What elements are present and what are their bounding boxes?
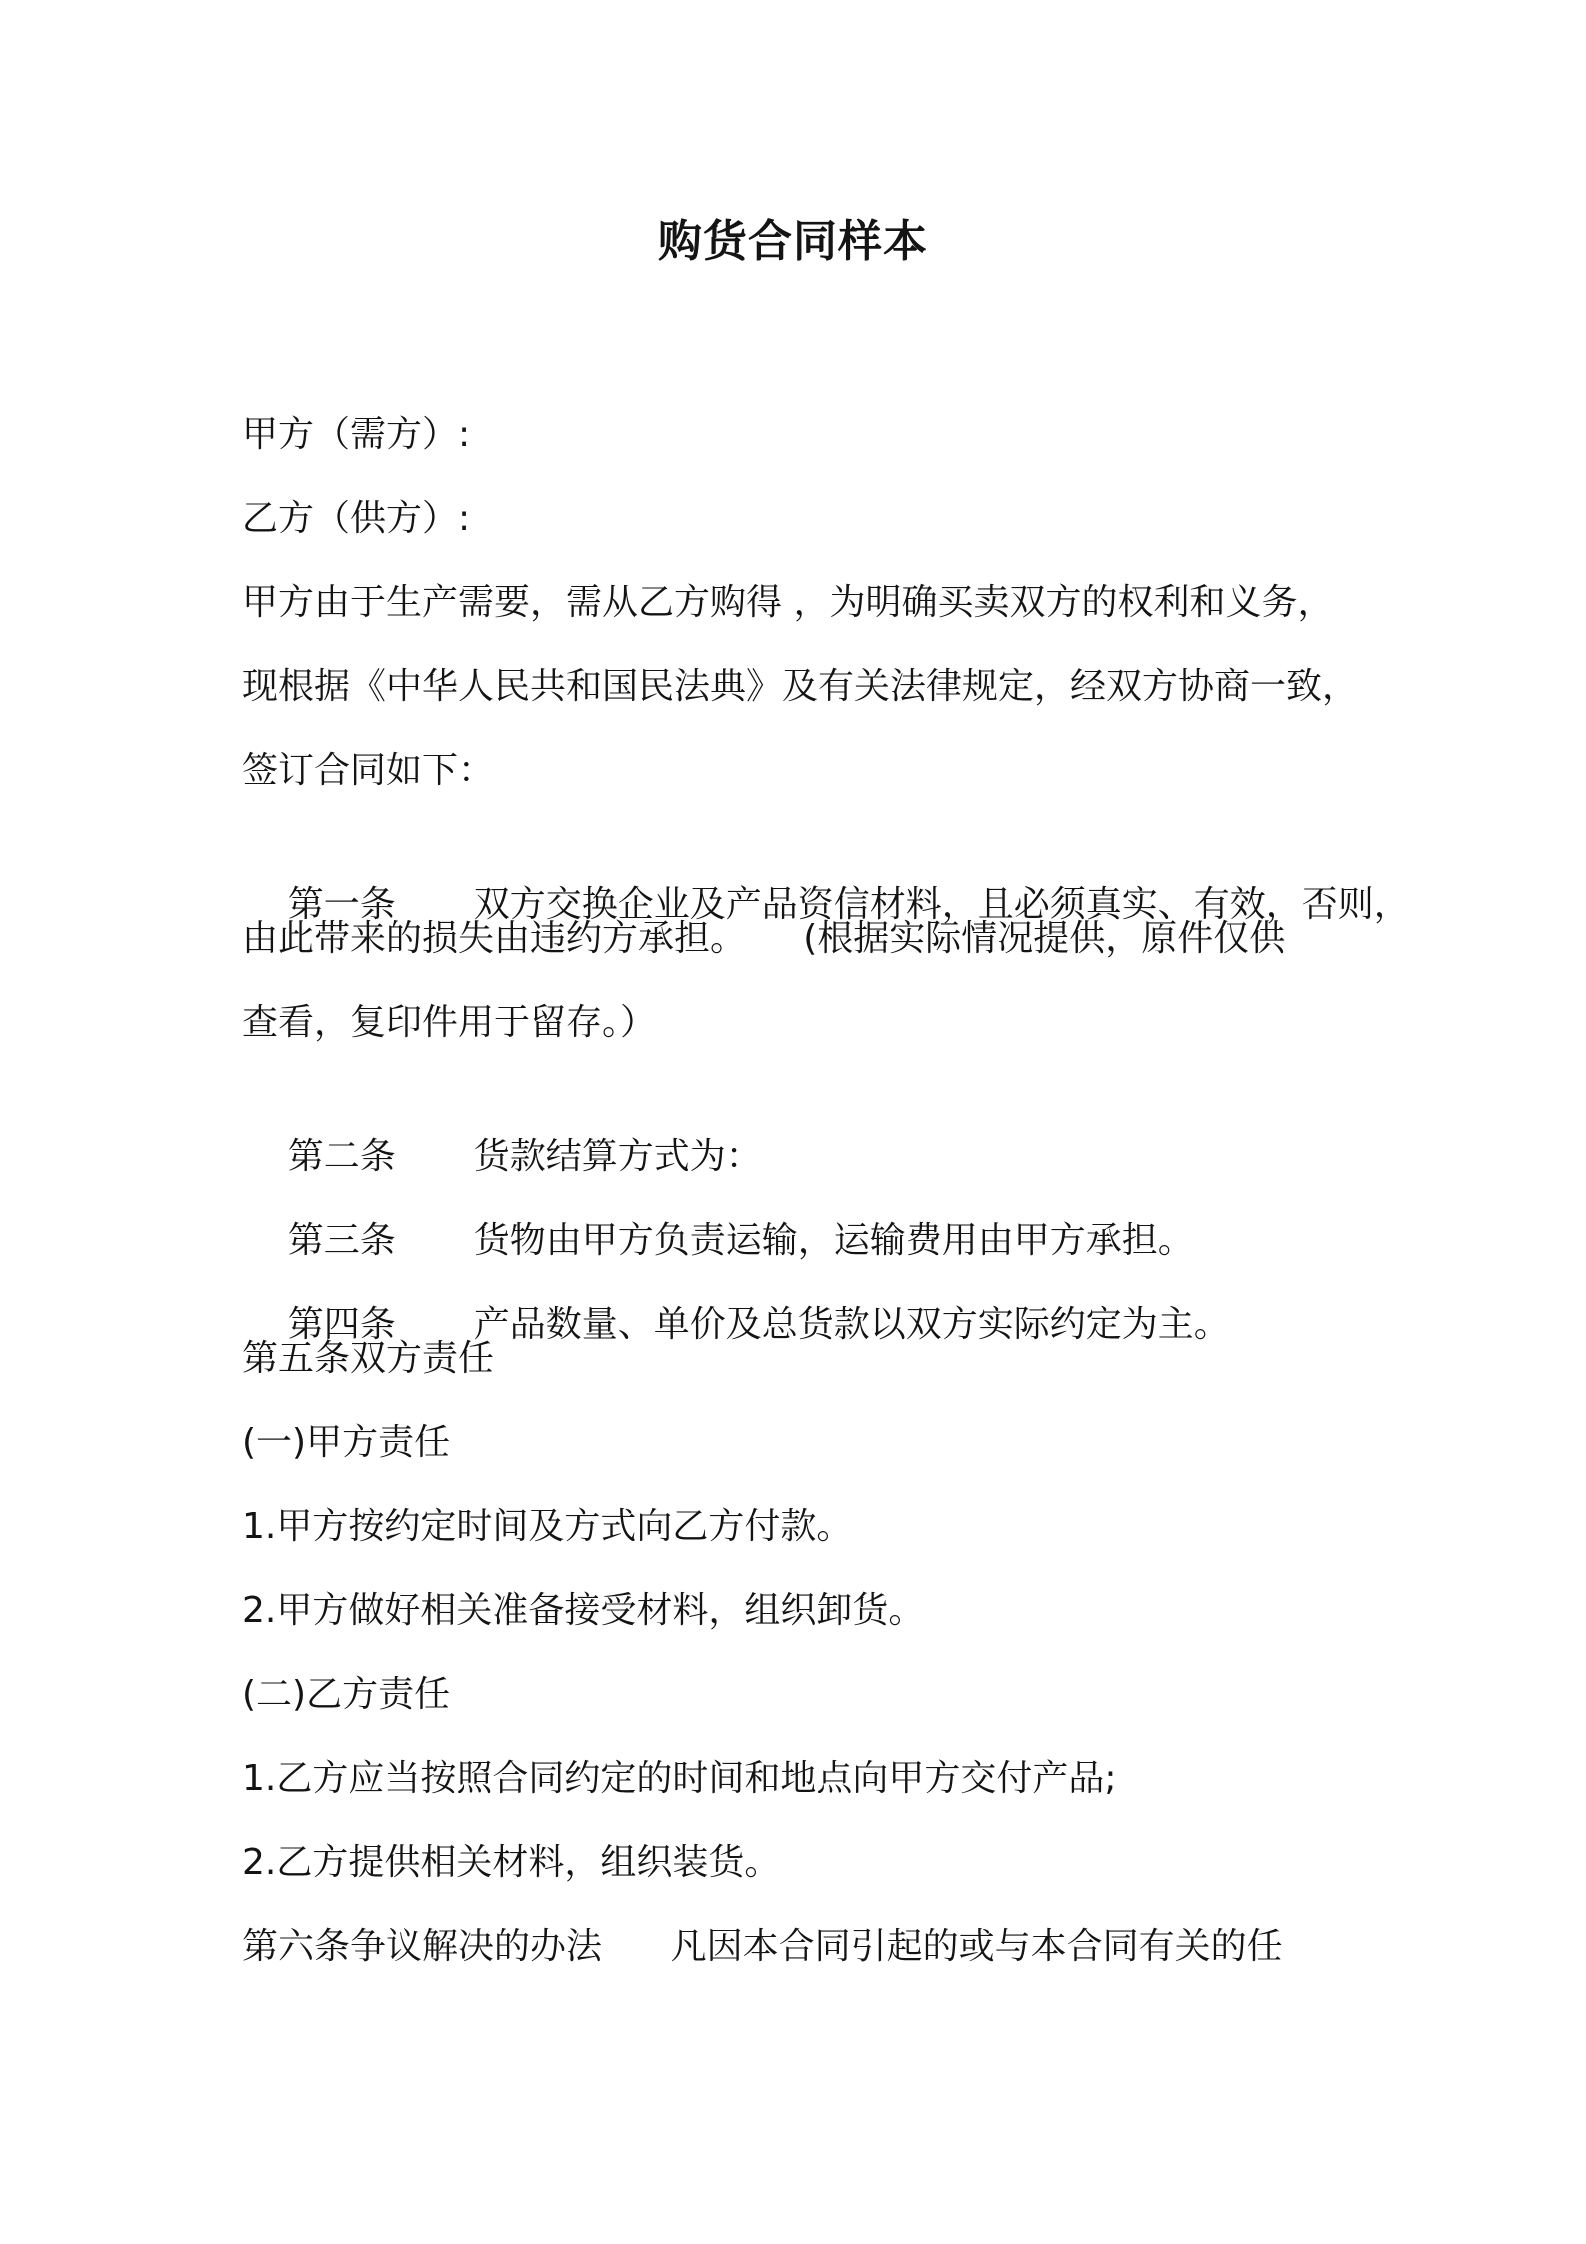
intro-line-2: 现根据《中华人民共和国民法典》及有关法律规定，经双方协商一致， — [242, 666, 1359, 707]
article-2-text: 货款结算方式为： — [473, 1136, 762, 1177]
party-b-line: 乙方（供方）: — [242, 498, 471, 539]
article-2-number: 第二条 — [287, 1136, 396, 1177]
article-1-number: 第一条 — [287, 884, 396, 925]
article-3-text: 货物由甲方负责运输，运输费用由甲方承担。 — [473, 1220, 1194, 1261]
party-a-duties-heading: (一)甲方责任 — [242, 1422, 451, 1463]
article-4-number: 第四条 — [287, 1304, 396, 1345]
party-b-duty-2: 2.乙方提供相关材料，组织装货。 — [242, 1842, 781, 1883]
party-a-duty-1: 1.甲方按约定时间及方式向乙方付款。 — [242, 1506, 853, 1547]
article-6-line: 第六条争议解决的办法 凡因本合同引起的或与本合同有关的任 — [242, 1926, 1283, 1967]
article-1-continuation-2: 查看，复印件用于留存。） — [242, 1002, 657, 1043]
article-1-continuation-1: 由此带来的损失由违约方承担。 (根据实际情况提供，原件仅供 — [242, 918, 1286, 959]
document-title: 购货合同样本 — [658, 216, 928, 267]
party-a-duty-2: 2.甲方做好相关准备接受材料，组织卸货。 — [242, 1590, 925, 1631]
article-5-heading: 第五条双方责任 — [242, 1338, 495, 1379]
article-3-number: 第三条 — [287, 1220, 396, 1261]
party-b-duties-heading: (二)乙方责任 — [242, 1674, 451, 1715]
party-a-line: 甲方（需方）: — [242, 414, 471, 455]
article-1-text: 双方交换企业及产品资信材料，且必须真实、有效，否则， — [473, 884, 1410, 925]
party-b-duty-1: 1.乙方应当按照合同约定的时间和地点向甲方交付产品; — [242, 1758, 1117, 1799]
intro-line-3: 签订合同如下： — [242, 750, 495, 791]
intro-line-1: 甲方由于生产需要，需从乙方购得 ，为明确买卖双方的权利和义务， — [242, 582, 1334, 623]
article-4-text: 产品数量、单价及总货款以双方实际约定为主。 — [473, 1304, 1230, 1345]
